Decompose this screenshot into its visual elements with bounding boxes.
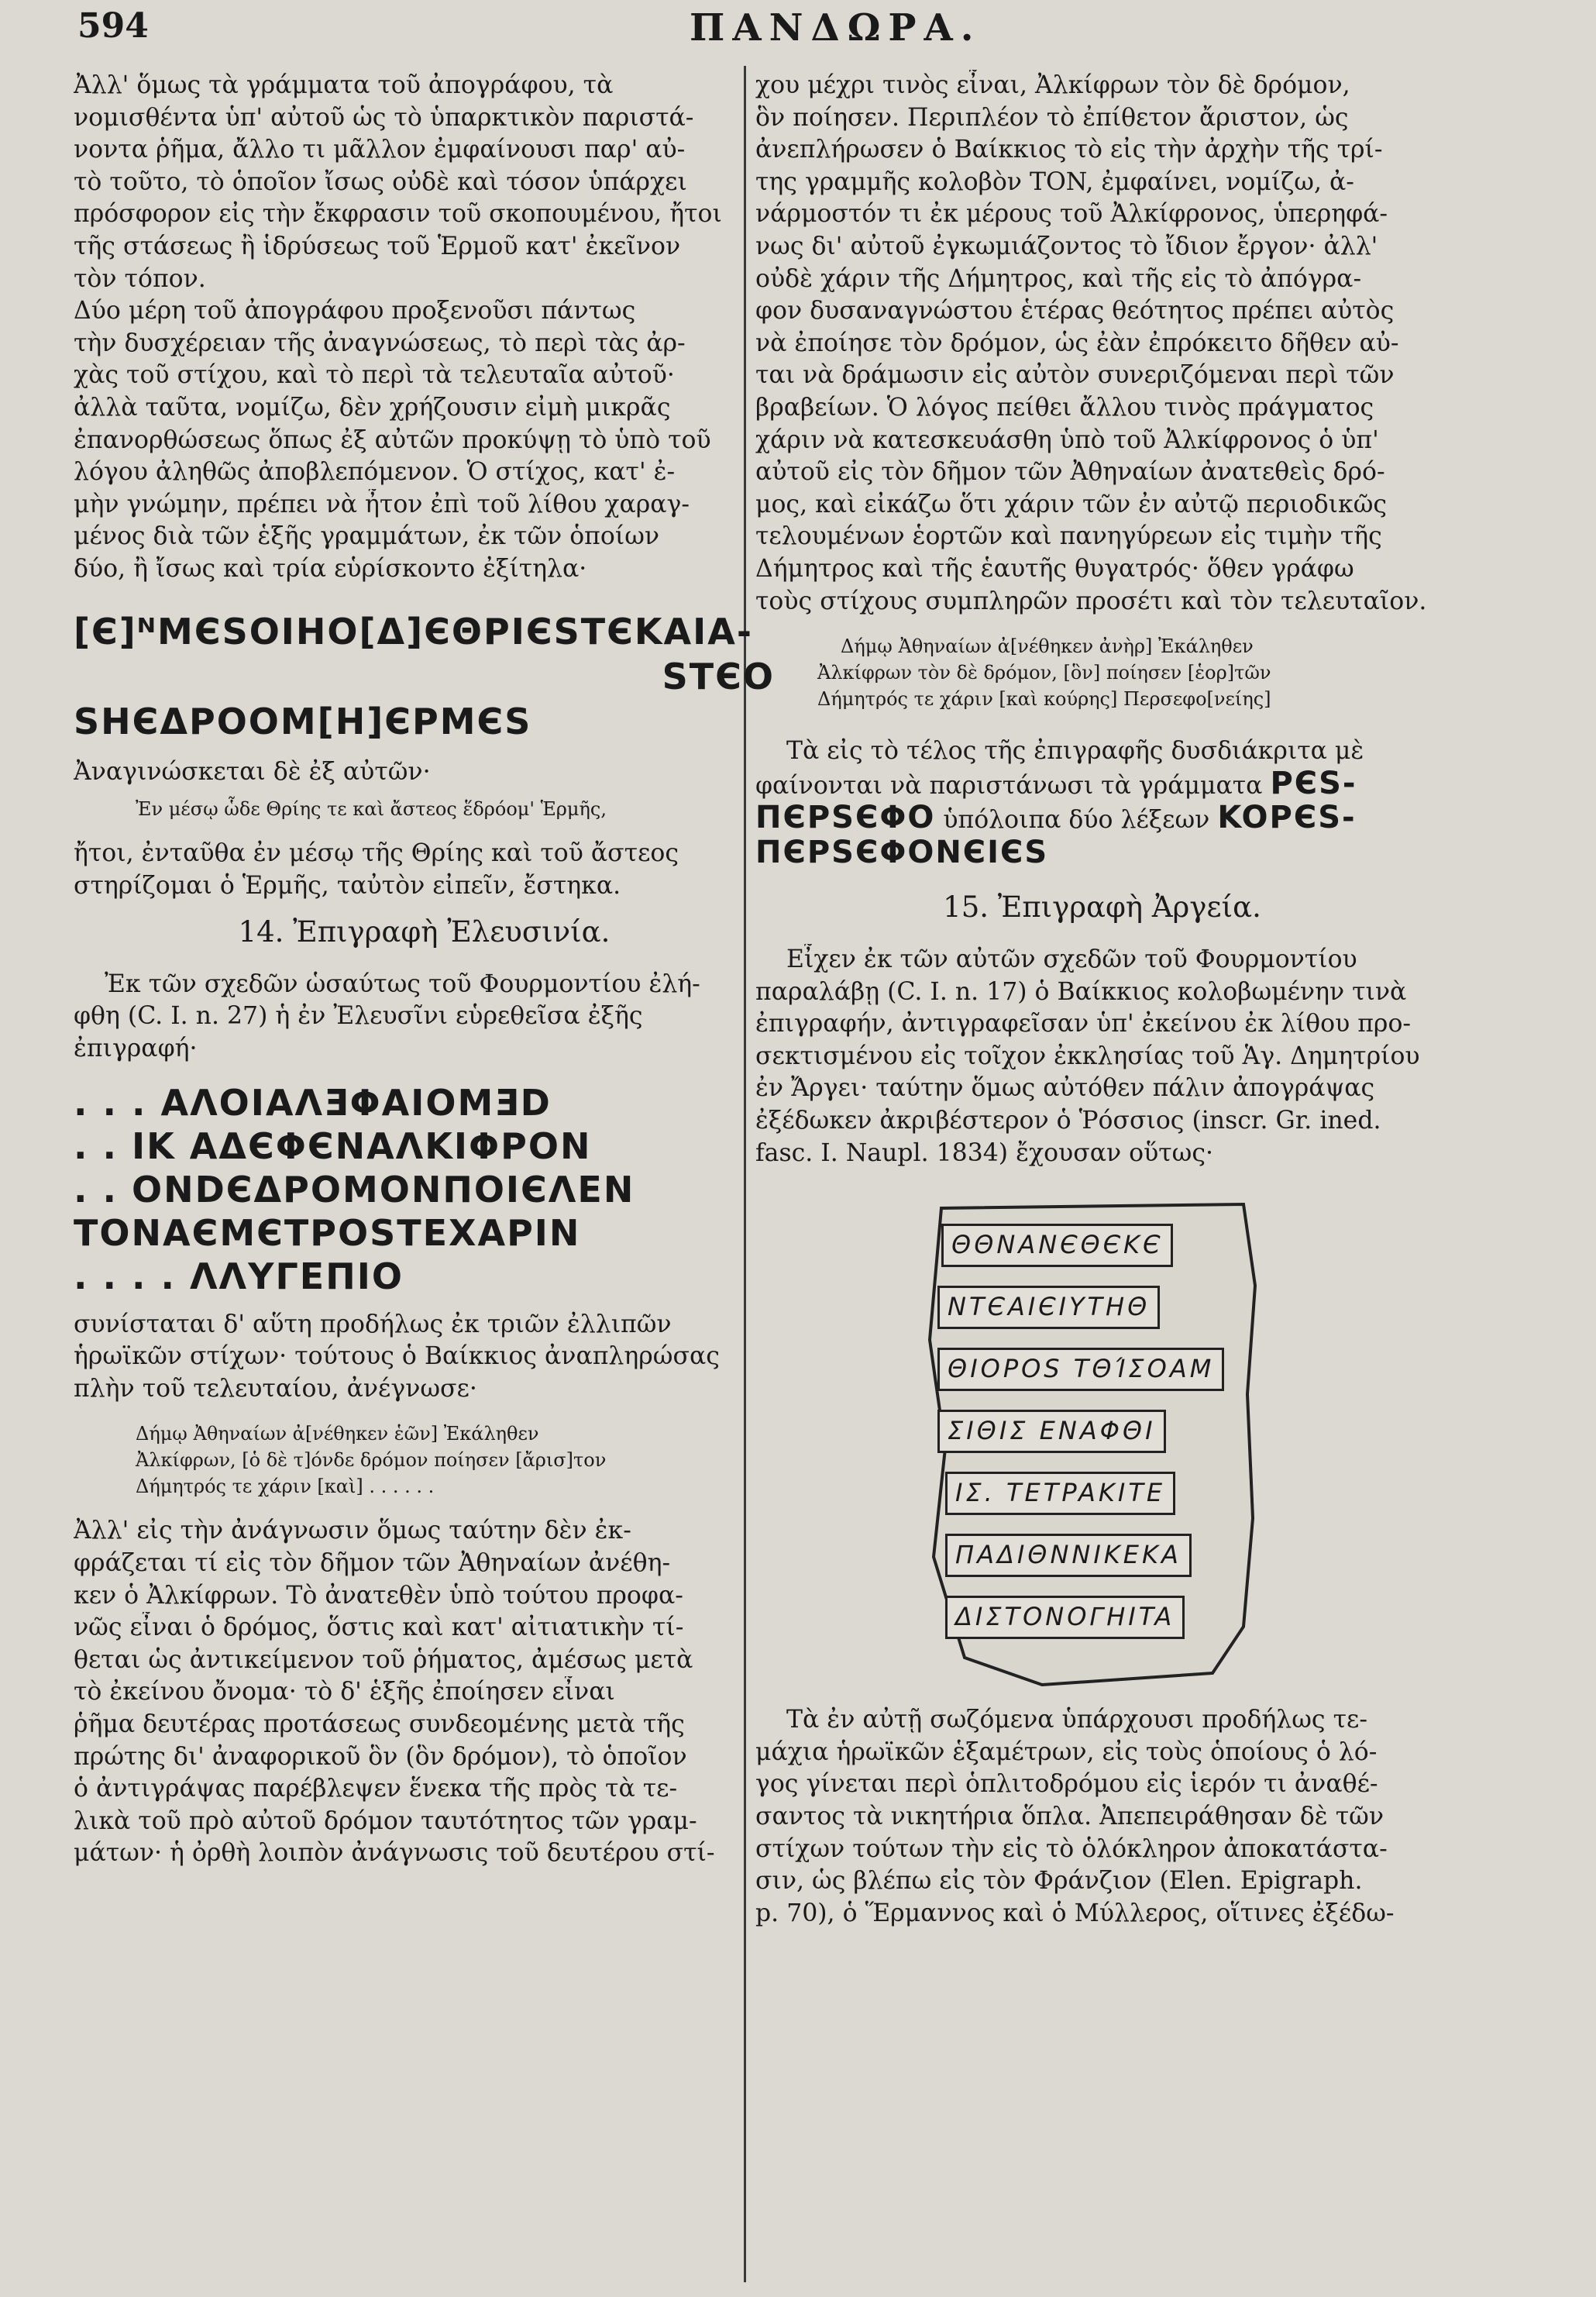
inscription-line: [Є]ᴺMЄSOIHO[Δ]ЄΘPIЄSTЄKAIA- — [74, 610, 753, 653]
stone-line: ΘΘNANЄΘЄKЄ — [941, 1224, 1173, 1267]
transcription-line: Ἀλκίφρων τὸν δὲ δρόμον, [ὃν] ποίησεν [ἑορ]τῶν — [817, 662, 1271, 684]
text-line: φον δυσαναγνώστου ἑτέρας θεότητος πρέπει αὐτὸς — [755, 297, 1395, 325]
text-line: ἀνεπλήρωσεν ὁ Βαίκκιος τὸ εἰς τὴν ἀρχὴν τῆς τρί- — [755, 136, 1383, 164]
transcription-line: Δήμητρός τε χάριν [καὶ] . . . . . . — [136, 1476, 435, 1498]
text-line: πρώτης δι' ἀναφορικοῦ ὃν (ὃν δρόμον), τὸ ὁποῖον — [74, 1742, 687, 1771]
text-fragment: ὑπόλοιπα δύο λέξεων — [943, 806, 1210, 835]
text-line: ἡρωϊκῶν στίχων· τούτους ὁ Βαίκκιος ἀναπληρώσας — [74, 1342, 720, 1371]
text-line: νάρμοστόν τι ἐκ μέρους τοῦ Ἀλκίφρονος, ὑπερηφά- — [755, 200, 1388, 229]
text-line: σιν, ὡς βλέπω εἰς τὸν Φράνζιον (Elen. Epigraph. — [755, 1867, 1363, 1896]
stone-line: ΔIΣTONOΓHITA — [945, 1596, 1185, 1639]
text-line: συνίσταται δ' αὕτη προδήλως ἐκ τριῶν ἐλλιπῶν — [74, 1310, 672, 1338]
text-line: θεται ὡς ἀντικείμενον τοῦ ῥήματος, ἀμέσως μετὰ — [74, 1645, 693, 1674]
text-line — [755, 768, 1449, 803]
paragraph — [755, 944, 1449, 1169]
paragraph — [755, 735, 1449, 871]
text-line: λικὰ τοῦ πρὸ αὐτοῦ δρόμον ταυτότητος τῶν γραμ- — [74, 1806, 697, 1835]
inscription-fragment: ΠЄPSЄΦONЄIЄS — [755, 836, 1049, 870]
paragraph — [74, 70, 775, 295]
text-line: αὐτοῦ εἰς τὸν δῆμον τῶν Ἀθηναίων ἀνατεθεὶς δρό- — [755, 458, 1385, 487]
left-column — [74, 70, 775, 1870]
stone-line: IΣ. TETPAKITE — [945, 1472, 1175, 1515]
stone-line: ΘIOPOS TΘΊΣOAM — [937, 1348, 1224, 1391]
text-line: μένος διὰ τῶν ἑξῆς γραμμάτων, ἐκ τῶν ὁποίων — [74, 522, 660, 551]
paragraph — [74, 1515, 775, 1870]
transcription-line: Δήμῳ Ἀθηναίων ἀ[νέθηκεν ἀνὴρ] Ἐκάληθεν — [841, 635, 1254, 658]
section-heading: 14. Ἐπιγραφὴ Ἐλευσινία. — [238, 915, 611, 949]
text-line: fasc. I. Naupl. 1834) ἔχουσαν οὕτως· — [755, 1138, 1214, 1167]
text-line: τὸ ἐκείνου ὄνομα· τὸ δ' ἑξῆς ἐποίησεν εἶναι — [74, 1678, 615, 1706]
text-line: ἐπιγραφή· — [74, 1035, 198, 1063]
text-line: τελουμένων ἑορτῶν καὶ πανηγύρεων εἰς τιμὴν τῆς — [755, 522, 1382, 551]
text-line: τὸν τόπον. — [74, 264, 206, 293]
text-line: ἀλλὰ ταῦτα, νομίζω, δὲν χρήζουσιν εἰμὴ μικρᾶς — [74, 393, 671, 422]
text-line: νομισθέντα ὑπ' αὐτοῦ ὡς τὸ ὑπαρκτικὸν παριστά- — [74, 103, 694, 132]
text-line: πλὴν τοῦ τελευταίου, ἀνέγνωσε· — [74, 1374, 477, 1403]
text-line: φράζεται τί εἰς τὸν δῆμον τῶν Ἀθηναίων ἀνέθη- — [74, 1549, 671, 1578]
text-line: στηρίζομαι ὁ Ἑρμῆς, ταὐτὸν εἰπεῖν, ἔστηκα. — [74, 871, 621, 900]
text-line: p. 70), ὁ Ἕρμαννος καὶ ὁ Μύλλερος, οἵτινες ἐξέδω- — [755, 1899, 1395, 1927]
text-line: ἐπανορθώσεως ὅπως ἐξ αὐτῶν προκύψῃ τὸ ὑπὸ τοῦ — [74, 425, 711, 454]
inscription-line: . . . AΛOIAΛƎΦAIOMƎD — [74, 1081, 552, 1124]
inscription-fragment: ΠЄPSЄΦO — [755, 802, 936, 836]
paragraph — [755, 1704, 1449, 1930]
paragraph — [74, 969, 775, 1066]
text-line: νὰ ἐποίησε τὸν δρόμον, ὡς ἐὰν ἐπρόκειτο δῆθεν αὐ- — [755, 329, 1399, 357]
text-line: Ἀναγινώσκεται δὲ ἐξ αὐτῶν· — [74, 757, 431, 786]
text-line: κεν ὁ Ἀλκίφρων. Τὸ ἀνατεθὲν ὑπὸ τούτου προφα- — [74, 1581, 683, 1610]
paragraph — [74, 756, 775, 789]
transcription-line: Δήμητρός τε χάριν [καὶ κούρης] Περσεφο[νείης] — [817, 688, 1271, 711]
section-heading: 15. Ἐπιγραφὴ Ἀργεία. — [943, 890, 1261, 925]
stone-line: ΠAΔIΘNNIKEKA — [945, 1534, 1192, 1577]
paragraph — [74, 1309, 775, 1406]
text-line: χὰς τοῦ στίχου, καὶ τὸ περὶ τὰ τελευταῖα αὐτοῦ· — [74, 361, 675, 390]
text-line: μάχια ἡρωϊκῶν ἑξαμέτρων, εἰς τοὺς ὁποίους ὁ λό- — [755, 1737, 1378, 1766]
text-line: δύο, ἢ ἴσως καὶ τρία εὑρίσκοντο ἐξίτηλα· — [74, 554, 587, 583]
text-line: Δήμητρος καὶ τῆς ἑαυτῆς θυγατρός· ὅθεν γράφω — [755, 554, 1354, 583]
inscription-fragment: KOPЄS- — [1217, 802, 1357, 836]
text-line: τὸ τοῦτο, τὸ ὁποῖον ἴσως οὐδὲ καὶ τόσον ὑπάρχει — [74, 167, 687, 196]
text-line: Ἀλλ' εἰς τὴν ἀνάγνωσιν ὅμως ταύτην δὲν ἐκ- — [74, 1517, 631, 1545]
text-line: χου μέχρι τινὸς εἶναι, Ἀλκίφρων τὸν δὲ δρόμον, — [755, 71, 1350, 99]
text-line: Τὰ εἰς τὸ τέλος τῆς ἐπιγραφῆς δυσδιάκριτα μὲ — [786, 737, 1364, 766]
text-line: χάριν νὰ κατεσκευάσθη ὑπὸ τοῦ Ἀλκίφρονος ὁ ὑπ' — [755, 425, 1379, 454]
paragraph — [74, 295, 775, 585]
inscription-line: SHЄΔPOOM[H]ЄPMЄS — [74, 700, 532, 742]
text-line: σεκτισμένου εἰς τοῖχον ἐκκλησίας τοῦ Ἁγ. Δημητρίου — [755, 1042, 1420, 1070]
text-line: Ἀλλ' ὅμως τὰ γράμματα τοῦ ἀπογράφου, τὰ — [74, 71, 614, 99]
text-line: μάτων· ἡ ὀρθὴ λοιπὸν ἀνάγνωσις τοῦ δευτέρου στί- — [74, 1839, 715, 1868]
text-fragment: φαίνονται νὰ παριστάνωσι τὰ γράμματα — [755, 771, 1263, 800]
stone-line: NTЄAIЄIYTHΘ — [937, 1286, 1160, 1329]
text-line: Τὰ ἐν αὐτῇ σωζόμενα ὑπάρχουσι προδήλως τε- — [786, 1706, 1367, 1734]
text-line: στίχων τούτων τὴν εἰς τὸ ὁλόκληρον ἀποκατάστα- — [755, 1834, 1388, 1863]
transcription-line: Ἀλκίφρων, [ὁ δὲ τ]όνδε δρόμον ποίησεν [ἄρισ]τον — [136, 1449, 607, 1472]
paragraph — [755, 70, 1449, 618]
text-line: παραλάβῃ (C. I. n. 17) ὁ Βαίκκιος κολοβωμένην τινὰ — [755, 977, 1407, 1006]
text-line: τοὺς στίχους συμπληρῶν προσέτι καὶ τὸν τελευταῖον. — [755, 587, 1427, 615]
text-line: πρόσφορον εἰς τὴν ἔκφρασιν τοῦ σκοπουμένου, ἤτοι — [74, 200, 722, 229]
text-line: οὐδὲ χάριν τῆς Δήμητρος, καὶ τῆς εἰς τὸ ἀπόγρα- — [755, 264, 1362, 293]
text-line — [755, 837, 1449, 872]
page-header — [77, 6, 1550, 60]
text-line: τὴν δυσχέρειαν τῆς ἀναγνώσεως, τὸ περὶ τὰς ἀρ- — [74, 329, 686, 357]
text-line: μὴν γνώμην, πρέπει νὰ ἦτον ἐπὶ τοῦ λίθου χαραγ- — [74, 490, 690, 518]
text-line: νως δι' αὐτοῦ ἐγκωμιάζοντος τὸ ἴδιον ἔργον· ἀλλ' — [755, 232, 1378, 260]
text-line: μος, καὶ εἰκάζω ὅτι χάριν τῶν ἐν αὐτῷ περιοδικῶς — [755, 490, 1388, 518]
right-column — [755, 70, 1449, 1930]
text-line: Δύο μέρη τοῦ ἀπογράφου προξενοῦσι πάντως — [74, 297, 636, 325]
text-line: φθη (C. I. n. 27) ἡ ἐν Ἐλευσῖνι εὑρεθεῖσα ἐξῆς — [74, 1002, 643, 1031]
stone-line: ΣIΘIΣ ENAΦΘI — [937, 1410, 1166, 1453]
text-line: ῥῆμα δευτέρας προτάσεως συνδεομένης μετὰ τῆς — [74, 1710, 685, 1738]
text-line: ται νὰ δράμωσιν εἰς αὐτὸν συνεριζόμεναι περὶ τῶν — [755, 361, 1395, 390]
transcription-line: Δήμῳ Ἀθηναίων ἀ[νέθηκεν ἑῶν] Ἐκάληθεν — [136, 1423, 539, 1445]
text-line: ἐν Ἄργει· ταύτην ὅμως αὐτόθεν πάλιν ἀπογράψας — [755, 1074, 1375, 1103]
text-line — [755, 802, 1449, 837]
text-line: σαντος τὰ νικητήρια ὅπλα. Ἀπεπειράθησαν δὲ τῶν — [755, 1803, 1384, 1830]
text-line: Εἶχεν ἐκ τῶν αὐτῶν σχεδῶν τοῦ Φουρμοντίου — [786, 945, 1357, 974]
inscription-fragment: PЄS- — [1270, 767, 1357, 801]
text-line: βραβείων. Ὁ λόγος πείθει ἄλλου τινὸς πράγματος — [755, 393, 1374, 422]
text-line: τῆς στάσεως ἢ ἱδρύσεως τοῦ Ἑρμοῦ κατ' ἐκεῖνον — [74, 232, 681, 260]
inscription-stone — [926, 1208, 1259, 1673]
text-line: νοντα ῥῆμα, ἄλλο τι μᾶλλον ἐμφαίνουσι παρ' αὐ- — [74, 136, 686, 164]
text-line: ἐπιγραφήν, ἀντιγραφεῖσαν ὑπ' ἐκείνου ἐκ λίθου προ- — [755, 1010, 1412, 1038]
text-line: Ἐκ τῶν σχεδῶν ὡσαύτως τοῦ Φουρμοντίου ἐλή- — [105, 969, 700, 998]
inscription-line: . . . . ΛΛYΓΕΠIO — [74, 1255, 404, 1297]
inscription-line: . . IK AΔЄΦЄNAΛKIΦPON — [74, 1124, 592, 1167]
text-line: νῶς εἶναι ὁ δρόμος, ὅστις καὶ κατ' αἰτιατικὴν τί- — [74, 1613, 684, 1642]
text-line: ἐξέδωκεν ἀκριβέστερον ὁ Ῥόσσιος (inscr. Gr. ined. — [755, 1107, 1381, 1135]
running-title: ΠΑΝΔΩΡΑ. — [690, 6, 982, 50]
text-line: της γραμμῆς κολοβὸν TON, ἐμφαίνει, νομίζω, ἀ- — [755, 167, 1354, 196]
text-line: ὁ ἀντιγράψας παρέβλεψεν ἕνεκα τῆς πρὸς τὰ τε- — [74, 1775, 678, 1803]
text-line: λόγου ἀληθῶς ἀποβλεπόμενον. Ὁ στίχος, κατ' ἐ- — [74, 458, 676, 487]
text-line: ἤτοι, ἐνταῦθα ἐν μέσῳ τῆς Θρίης καὶ τοῦ ἄστεος — [74, 839, 679, 868]
text-line: γος γίνεται περὶ ὁπλιτοδρόμου εἰς ἱερόν τι ἀναθέ- — [755, 1770, 1378, 1799]
inscription-line: . . ONDЄΔPOMONΠOIЄΛEN — [74, 1168, 635, 1210]
transcription-line: Ἐν μέσῳ ὧδε Θρίης τε καὶ ἄστεος ἕδρόομ' Ἑρμῆς, — [136, 798, 607, 821]
inscription-line: TONAЄMЄTPOSTEXAPIN — [74, 1211, 581, 1254]
text-line: ὃν ποίησεν. Περιπλέον τὸ ἐπίθετον ἄριστον, ὡς — [755, 103, 1349, 132]
paragraph — [74, 838, 775, 902]
page-number: 594 — [77, 6, 149, 46]
inscription-line: STЄO — [662, 655, 775, 697]
